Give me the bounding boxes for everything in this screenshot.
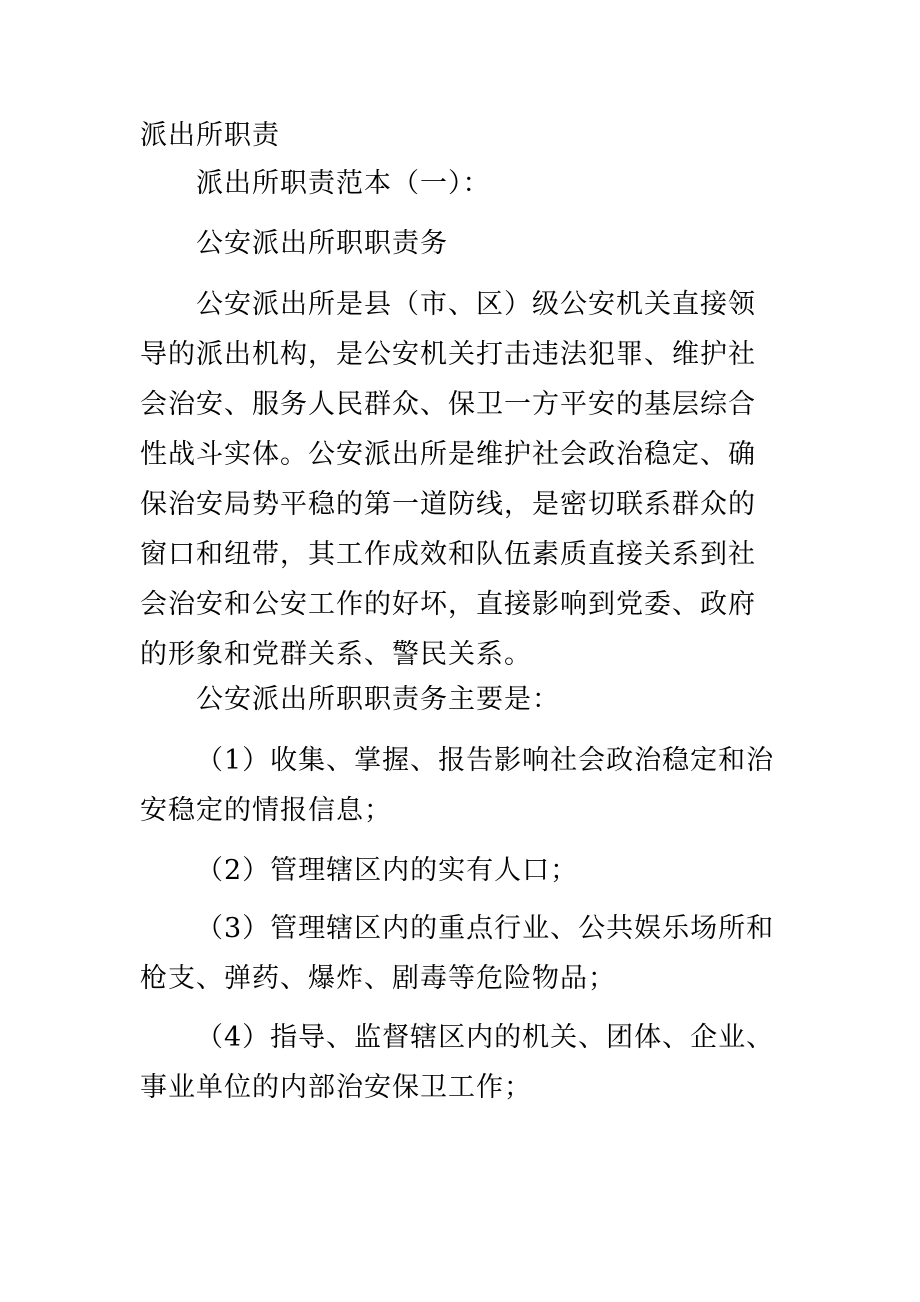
document-title: 派出所职责 [140,120,280,151]
duty-item: （1）收集、掌握、报告影响社会政治稳定和治安稳定的情报信息； [140,745,775,826]
duty-item: （3）管理辖区内的重点行业、公共娱乐场所和枪支、弹药、爆炸、剧毒等危险物品； [140,913,775,994]
duties-lead-paragraph: 公安派出所职职责务主要是： [196,684,560,715]
duty-item: （2）管理辖区内的实有人口； [196,855,579,886]
intro-paragraph: 公安派出所是县（市、区）级公安机关直接领导的派出机构，是公安机关打击违法犯罪、维护社会治安、服务人民群众、保卫一方平安的基层综合性战斗实体。公安派出所是维护社会政治稳定、确保治安局势平稳的第一道防线，是密切联系群众的窗口和纽带，其工作成效和队伍素质直接关系到社会治安和公安工作的好坏，直接影响到党委、政府的形象和党群关系、警民关系。 [140,289,756,670]
section-subtitle: 公安派出所职职责务 [196,228,448,259]
duty-item: （4）指导、监督辖区内的机关、团体、企业、事业单位的内部治安保卫工作； [140,1022,775,1103]
sample-heading: 派出所职责范本（一）： [196,168,491,199]
